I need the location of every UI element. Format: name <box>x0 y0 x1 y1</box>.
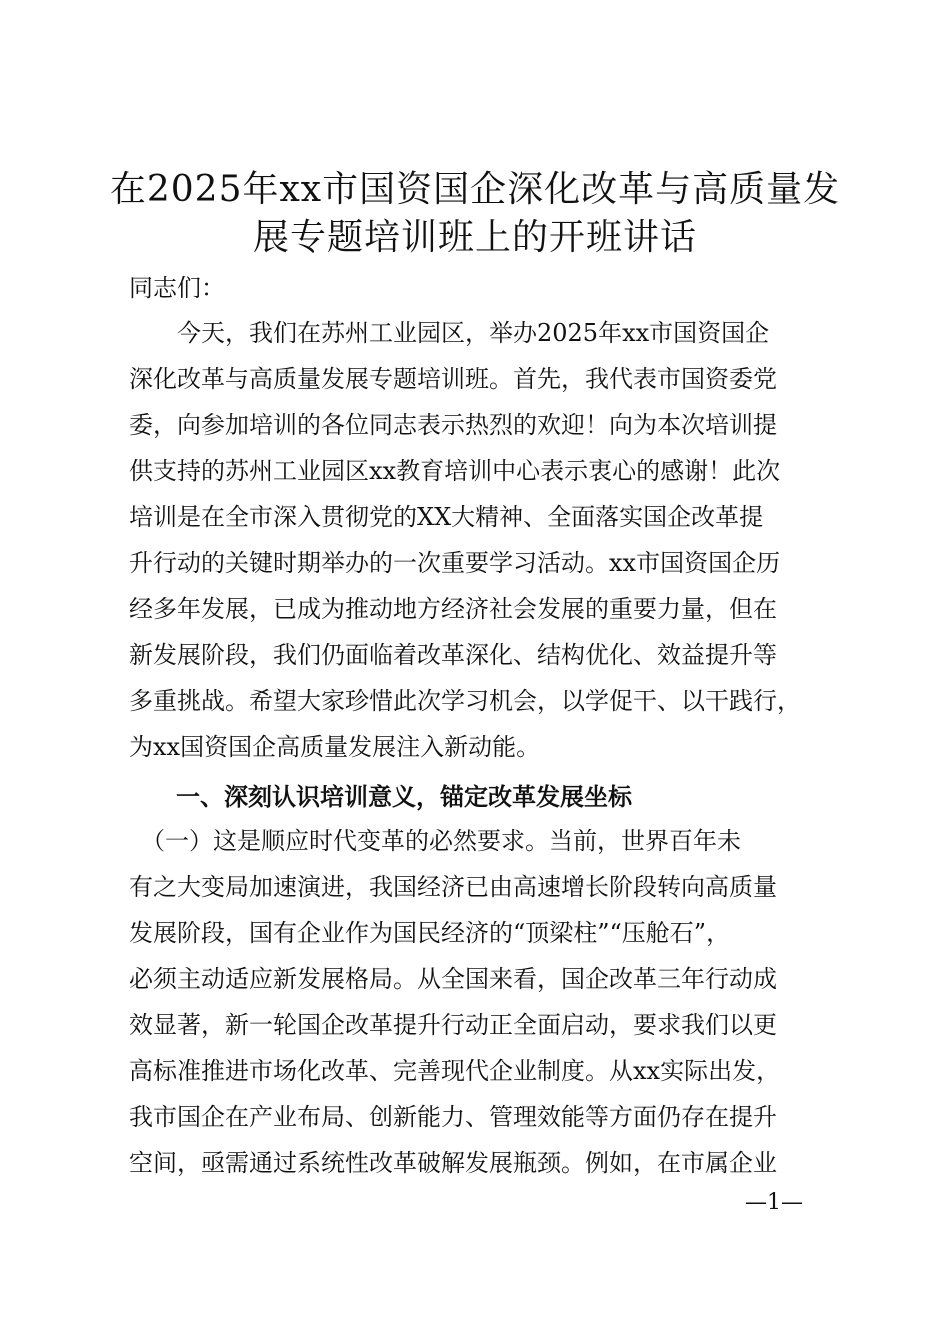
document-title <box>100 166 850 262</box>
paragraph-line: 经多年发展，已成为推动地方经济社会发展的重要力量，但在 <box>129 595 777 623</box>
salutation: 同志们： <box>129 274 225 302</box>
paragraph-line: 高标准推进市场化改革、完善现代企业制度。从xx实际出发， <box>129 1057 781 1085</box>
title-line-2: 展专题培训班上的开班讲话 <box>252 217 697 258</box>
paragraph-line: 培训是在全市深入贯彻党的XX大精神、全面落实国企改革提 <box>129 503 764 531</box>
paragraph-line: 发展阶段，国有企业作为国民经济的“顶梁柱”“压舱石”， <box>129 919 731 947</box>
title-line-1: 在2025年xx市国资国企深化改革与高质量发 <box>109 169 841 210</box>
paragraph-line: 深化改革与高质量发展专题培训班。首先，我代表市国资委党 <box>129 365 777 393</box>
paragraph-intro <box>129 310 829 770</box>
paragraph-section-1 <box>129 818 829 1186</box>
paragraph-line: 有之大变局加速演进，我国经济已由高速增长阶段转向高质量 <box>129 873 777 901</box>
paragraph-line: 必须主动适应新发展格局。从全国来看，国企改革三年行动成 <box>129 965 777 993</box>
paragraph-line: 新发展阶段，我们仍面临着改革深化、结构优化、效益提升等 <box>129 641 777 669</box>
paragraph-line: 委，向参加培训的各位同志表示热烈的欢迎！向为本次培训提 <box>129 411 777 439</box>
paragraph-line: 升行动的关键时期举办的一次重要学习活动。xx市国资国企历 <box>129 549 781 577</box>
paragraph-line: 为xx国资国企高质量发展注入新动能。 <box>129 733 541 761</box>
paragraph-line: 今天，我们在苏州工业园区，举办2025年xx市国资国企 <box>129 319 770 347</box>
section-heading-1: 一、深刻认识培训意义，锚定改革发展坐标 <box>176 783 632 811</box>
paragraph-line: 空间，亟需通过系统性改革破解发展瓶颈。例如，在市属企业 <box>129 1149 777 1177</box>
paragraph-line: 供支持的苏州工业园区xx教育培训中心表示衷心的感谢！此次 <box>129 457 781 485</box>
paragraph-line: 效显著，新一轮国企改革提升行动正全面启动，要求我们以更 <box>129 1011 777 1039</box>
page-number: —1— <box>745 1190 803 1215</box>
paragraph-line: 多重挑战。希望大家珍惜此次学习机会，以学促干、以干践行， <box>129 687 801 715</box>
paragraph-line: 我市国企在产业布局、创新能力、管理效能等方面仍存在提升 <box>129 1103 777 1131</box>
paragraph-line: （一）这是顺应时代变革的必然要求。当前，世界百年未 <box>129 827 741 855</box>
